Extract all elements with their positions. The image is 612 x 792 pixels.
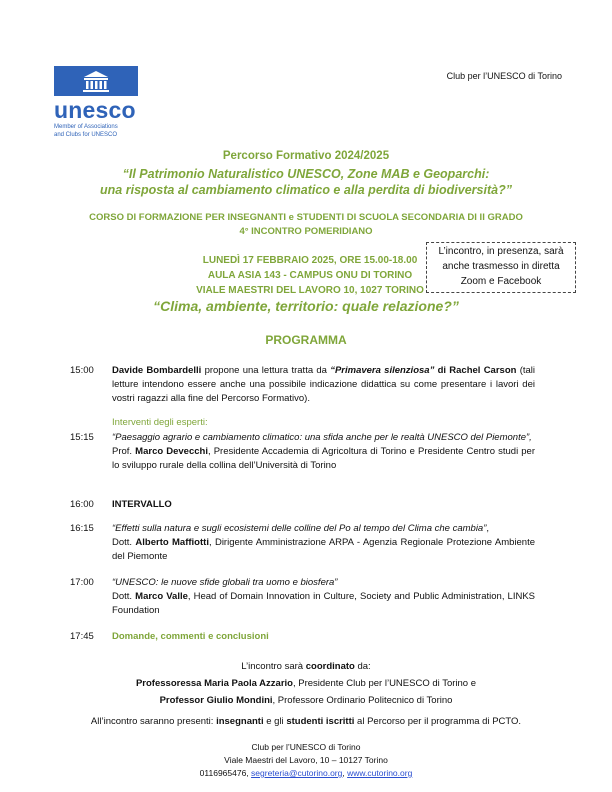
footer-club-name: Club per l’UNESCO di Torino bbox=[251, 742, 361, 752]
time-slot-1: 15:00 bbox=[70, 365, 94, 376]
meeting-title: “Clima, ambiente, territorio: quale relazione?” bbox=[153, 298, 459, 314]
temple-icon bbox=[54, 66, 138, 96]
coordination-block bbox=[0, 658, 612, 709]
footer-address: Viale Maestri del Lavoro, 10 – 10127 Torino bbox=[224, 755, 388, 765]
streaming-note-box: L’incontro, in presenza, sarà anche trasmesso in diretta Zoom e Facebook bbox=[426, 242, 576, 293]
time-slot-5: 17:00 bbox=[70, 577, 94, 588]
time-slot-2: 15:15 bbox=[70, 432, 94, 443]
website-link[interactable]: www.cutorino.org bbox=[347, 768, 413, 778]
course-theme-title: “Il Patrimonio Naturalistico UNESCO, Zone MAB e Geoparchi: una risposta al cambiamento climatico e alla perdita di biodiversità?” bbox=[100, 167, 512, 197]
program-heading: PROGRAMMA bbox=[265, 333, 347, 347]
logo-subtitle: Member of Associations and Clubs for UNESCO bbox=[54, 124, 118, 138]
club-name-top: Club per l’UNESCO di Torino bbox=[446, 71, 562, 81]
schedule-item-1: Davide Bombardelli propone una lettura tratta da “Primavera silenziosa” di Rachel Carson (tali letture intendono essere anche una possibile indicazione didattica su come presentare i lavori dei vostri ragazzi alla fine del Percorso Formativo). bbox=[112, 365, 536, 404]
time-slot-4: 16:15 bbox=[70, 523, 94, 534]
unesco-wordmark: unesco bbox=[54, 97, 136, 123]
schedule-item-4: “Effetti sulla natura e sugli ecosistemi delle colline del Po al tempo del Clima che cambia”, Dott. Alberto Maffiotti, Dirigente Amministrazione ARPA - Agenzia Regionale Protezione Ambiente del Piemonte bbox=[112, 523, 536, 562]
coordination-intro: L’incontro sarà coordinato da: bbox=[241, 661, 371, 672]
course-year-title: Percorso Formativo 2024/2025 bbox=[222, 150, 390, 162]
course-type: CORSO DI FORMAZIONE PER INSEGNANTI e STUDENTI DI SCUOLA SECONDARIA DI II GRADO 4° INCONTRO POMERIDIANO bbox=[89, 212, 523, 237]
time-slot-6: 17:45 bbox=[70, 631, 94, 642]
footer bbox=[0, 741, 612, 780]
footer-contacts: 0116965476, segreteria@cutorino.org, www.cutorino.org bbox=[199, 768, 413, 778]
email-link[interactable]: segreteria@cutorino.org bbox=[251, 768, 343, 778]
schedule-item-5: “UNESCO: le nuove sfide globali tra uomo e biosfera” Dott. Marco Valle, Head of Domain Innovation in Culture, Society and Public Administration, LINKS Foundation bbox=[112, 577, 536, 616]
unesco-logo-emblem bbox=[54, 66, 138, 96]
coordinator-1: Professoressa Maria Paola Azzario, Presidente Club per l’UNESCO di Torino e bbox=[135, 678, 477, 689]
experts-heading: Interventi degli esperti: bbox=[112, 417, 208, 428]
event-details: LUNEDÌ 17 FEBBRAIO 2025, ORE 15.00-18.00 AULA ASIA 143 - CAMPUS ONU DI TORINO VIALE MAESTRI DEL LAVORO 10, 1027 TORINO bbox=[196, 255, 424, 296]
coordinator-2: Professor Giulio Mondini, Professore Ordinario Politecnico di Torino bbox=[159, 695, 453, 706]
attendees-note: All’incontro saranno presenti: insegnanti e gli studenti iscritti al Percorso per il programma di PCTO. bbox=[90, 716, 522, 727]
time-slot-3: 16:00 bbox=[70, 499, 94, 510]
schedule-item-6: Domande, commenti e conclusioni bbox=[112, 631, 269, 642]
schedule-item-2: “Paesaggio agrario e cambiamento climatico: una sfida anche per le realtà UNESCO del Piemonte”, Prof. Marco Devecchi, Presidente Accademia di Agricoltura di Torino e Presidente Centro studi per lo sviluppo rurale della collina dell’Università di Torino bbox=[112, 432, 536, 471]
schedule-item-3: INTERVALLO bbox=[112, 499, 172, 510]
